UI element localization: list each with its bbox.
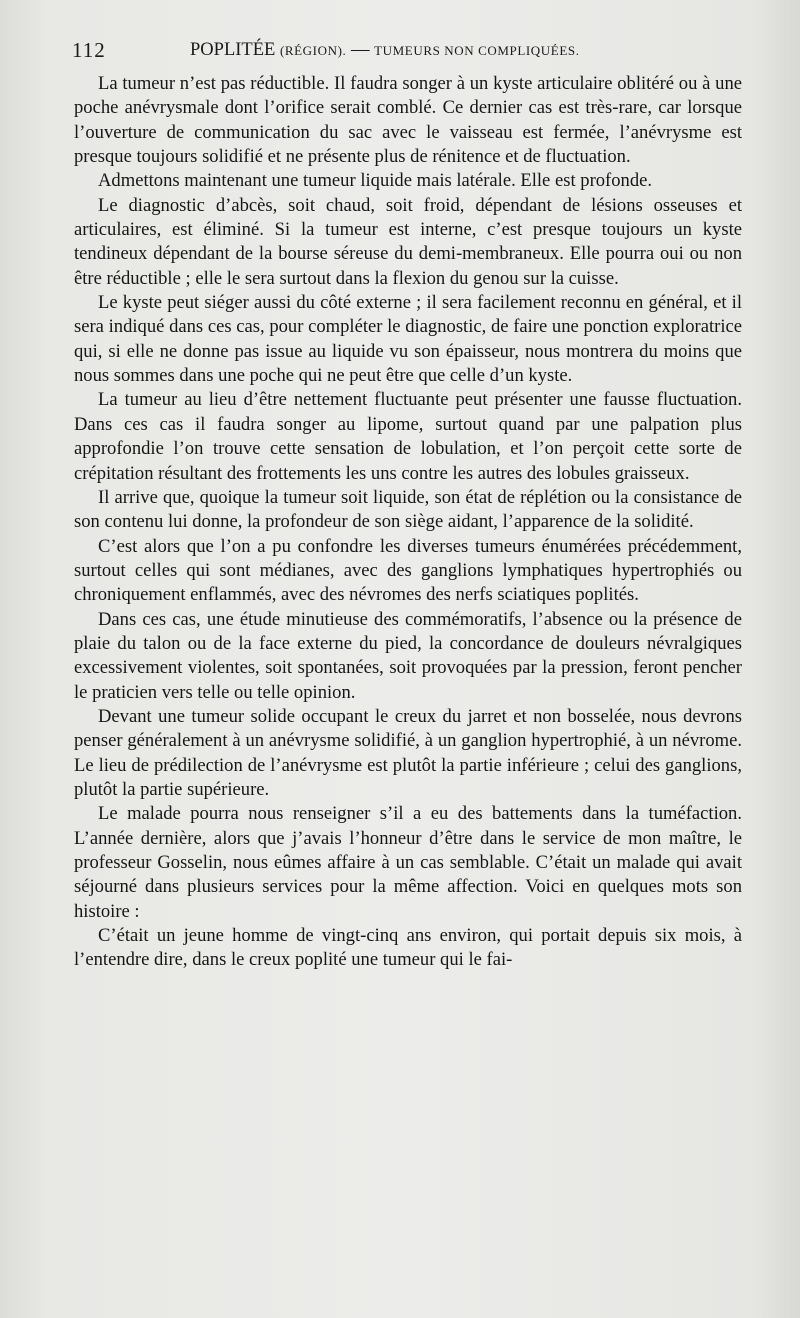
- chapter-title: TUMEURS NON COMPLIQUÉES.: [374, 43, 580, 58]
- paragraph-2: Admettons maintenant une tumeur liquide mais latérale. Elle est profonde.: [98, 170, 653, 192]
- paragraph-10: Le malade pourra nous renseigner s’il a eu des battements dans la tuméfaction. L’année dernière, alors que j’avais l’honneur d’être dans le service de mon maître, le professeur Gosselin, nous eûmes affaire à un cas semblable. C’était un malade qui avait séjourné dans plusieurs services pour la même affection. Voici en quelques mots son histoire :: [74, 803, 742, 922]
- paragraph-3: Le diagnostic d’abcès, soit chaud, soit froid, dépendant de lésions osseuses et articulaires, est éliminé. Si la tumeur est interne, c’est presque toujours un kyste tendineux dépendant de la bourse séreuse du demi-membraneux. Elle pourra oui ou non être réductible ; elle le sera surtout dans la flexion du genou sur la cuisse.: [74, 194, 742, 289]
- region-label: (RÉGION).: [279, 43, 347, 58]
- body-text: [74, 72, 742, 973]
- running-title: [190, 40, 580, 61]
- page-number: 112: [72, 38, 106, 62]
- paragraph-4: Le kyste peut siéger aussi du côté externe ; il sera facilement reconnu en général, et il sera indiqué dans ces cas, pour compléter le diagnostic, de faire une ponction exploratrice qui, si elle ne donne pas issue au liquide vu son épaisseur, nous montrera du moins que nous sommes dans une poche qui ne peut être que celle d’un kyste.: [74, 292, 742, 387]
- paragraph-5: La tumeur au lieu d’être nettement fluctuante peut présenter une fausse fluctuation. Dans ces cas il faudra songer au lipome, surtout quand par une palpation plus approfondie l’on trouve cette sensation de lobulation, et l’on perçoit cette sorte de crépitation résultant des frottements les uns contre les autres des lobules graisseux.: [74, 389, 742, 484]
- paragraph-8: Dans ces cas, une étude minutieuse des commémoratifs, l’absence ou la présence de plaie du talon ou de la face externe du pied, la concordance de douleurs névralgiques excessivement violentes, soit spontanées, soit provoquées par la pression, feront pencher le praticien vers telle ou telle opinion.: [74, 608, 742, 703]
- paragraph-7: C’est alors que l’on a pu confondre les diverses tumeurs énumérées précédemment, surtout celles qui sont médianes, avec des ganglions lymphatiques hypertrophiés ou chroniquement enflammés, avec des névromes des nerfs sciatiques poplités.: [74, 535, 742, 606]
- paragraph-9: Devant une tumeur solide occupant le creux du jarret et non bosselée, nous devrons penser généralement à un anévrysme solidifié, à un ganglion hypertrophié, à un névrome. Le lieu de prédilection de l’anévrysme est plutôt la partie inférieure ; celui des ganglions, plutôt la partie supérieure.: [74, 705, 742, 800]
- paragraph-1: La tumeur n’est pas réductible. Il faudra songer à un kyste articulaire oblitéré ou à une poche anévrysmale dont l’orifice serait comblé. Ce dernier cas est très-rare, car lorsque l’ouverture de communication du sac avec le vaisseau est fermée, l’anévrysme est presque toujours solidifié et ne présente plus de rénitence et de fluctuation.: [74, 73, 742, 168]
- header-separator: —: [350, 40, 370, 60]
- section-title: POPLITÉE: [190, 40, 276, 60]
- paragraph-11: C’était un jeune homme de vingt-cinq ans environ, qui portait depuis six mois, à l’entendre dire, dans le creux poplité une tumeur qui le fai-: [74, 925, 742, 971]
- running-header: [72, 38, 740, 64]
- paragraph-6: Il arrive que, quoique la tumeur soit liquide, son état de réplétion ou la consistance de son contenu lui donne, la profondeur de son siège aidant, l’apparence de la solidité.: [74, 486, 742, 533]
